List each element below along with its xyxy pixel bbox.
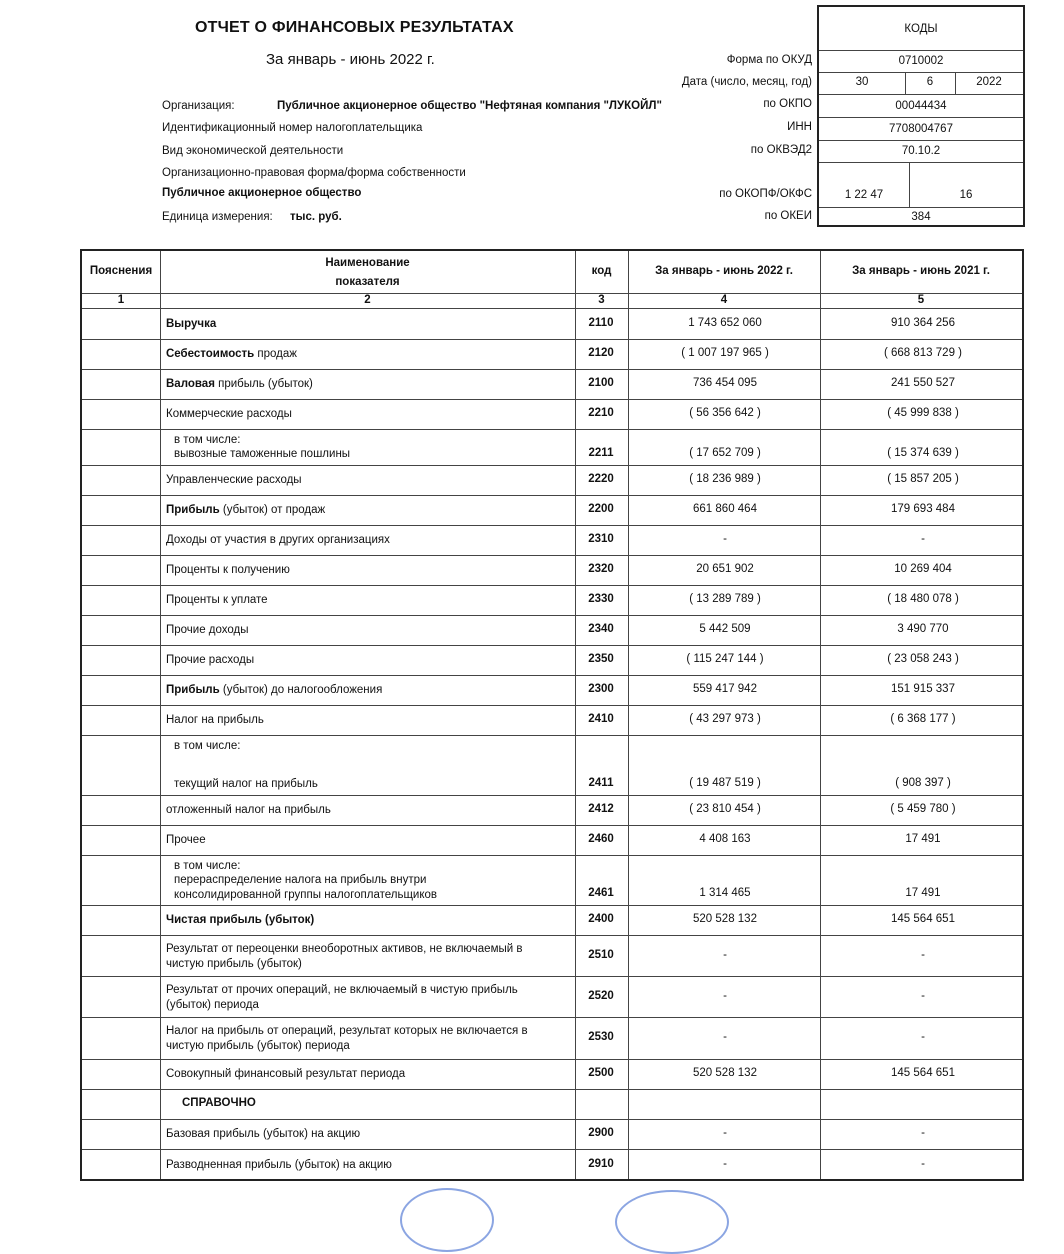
row-name-text: Коммерческие расходы: [166, 408, 292, 420]
org-label: Организация:: [162, 100, 235, 112]
date-day: 30: [855, 76, 869, 88]
row-code: 2410: [588, 713, 614, 725]
report-title: ОТЧЕТ О ФИНАНСОВЫХ РЕЗУЛЬТАТАХ: [195, 19, 514, 36]
row-name: [166, 713, 264, 727]
row-name: [166, 913, 314, 927]
row-subheading: в том числе:: [174, 740, 241, 752]
okpo-value: 00044434: [895, 100, 947, 112]
row-name-text: Налог на прибыль от операций, результат которых не включается в: [166, 1025, 528, 1037]
value-2021: 17 491: [905, 887, 941, 899]
row-code: 2340: [588, 623, 614, 635]
okud-value: 0710002: [898, 55, 944, 67]
activity-label: Вид экономической деятельности: [162, 145, 344, 157]
value-2021: 17 491: [905, 833, 941, 845]
value-2022: ( 115 247 144 ): [686, 653, 764, 665]
value-2021: ( 6 368 177 ): [890, 713, 956, 725]
header-name-line2: показателя: [335, 276, 400, 288]
value-2022: 5 442 509: [699, 623, 751, 635]
inn-cell: [819, 117, 1023, 140]
row-name-text: Прочие расходы: [166, 654, 255, 666]
value-2022: -: [723, 1031, 727, 1043]
okopf-label: по ОКОПФ/ОКФС: [719, 188, 812, 200]
row-code: 2330: [588, 593, 614, 605]
row-name-text: Результат от прочих операций, не включаемый в чистую прибыль: [166, 984, 518, 996]
row-name-bold: Прибыль: [166, 504, 220, 516]
header-2022: За январь - июнь 2022 г.: [655, 265, 793, 277]
row-code: 2300: [588, 683, 614, 695]
row-subheading: в том числе:: [174, 860, 241, 872]
row-code: 2900: [588, 1127, 614, 1139]
row-code: 2310: [588, 533, 614, 545]
row-code: 2411: [588, 777, 614, 789]
row-name: [166, 1127, 360, 1141]
row-code: 2460: [588, 833, 614, 845]
okved-label: по ОКВЭД2: [750, 144, 812, 156]
value-2022: ( 17 652 709 ): [689, 447, 761, 459]
legal-form-label: Организационно-правовая форма/форма собственности: [162, 167, 466, 179]
value-2021: 145 564 651: [891, 913, 955, 925]
value-2022: -: [723, 533, 727, 545]
row-code: 2200: [588, 503, 614, 515]
row-name: [166, 942, 522, 956]
row-name: [174, 873, 426, 887]
row-name: [166, 503, 325, 517]
okei-value: 384: [911, 211, 931, 223]
row-name-text: отложенный налог на прибыль: [166, 804, 331, 816]
okfs-value: 16: [959, 189, 973, 201]
org-value: Публичное акционерное общество "Нефтяная компания "ЛУКОЙЛ": [277, 100, 662, 112]
row-name: [174, 447, 350, 461]
row-name: [166, 407, 292, 421]
value-2021: -: [921, 990, 925, 1002]
value-2022: ( 23 810 454 ): [689, 803, 761, 815]
value-2021: -: [921, 1031, 925, 1043]
value-2021: ( 15 857 205 ): [887, 473, 959, 485]
value-2021: ( 45 999 838 ): [887, 407, 959, 419]
row-code: 2520: [588, 990, 614, 1002]
row-name-bold: Валовая: [166, 378, 215, 390]
value-2022: 1 743 652 060: [688, 317, 762, 329]
value-2022: -: [723, 949, 727, 961]
reference-label: СПРАВОЧНО: [182, 1097, 256, 1109]
value-2021: ( 15 374 639 ): [887, 447, 959, 459]
value-2022: 20 651 902: [696, 563, 754, 575]
row-name: [166, 377, 313, 391]
colnum-4: 4: [720, 294, 728, 306]
row-code: 2220: [588, 473, 614, 485]
row-name: [166, 1067, 405, 1081]
colnum-3: 3: [598, 294, 605, 306]
stamp-mark: [400, 1188, 494, 1252]
value-2021: 3 490 770: [897, 623, 949, 635]
date-year: 2022: [976, 76, 1002, 88]
okpo-label: по ОКПО: [763, 98, 812, 110]
value-2021: -: [921, 533, 925, 545]
value-2022: -: [723, 1158, 727, 1170]
row-name-bold: Выручка: [166, 318, 217, 330]
row-code: 2412: [588, 803, 614, 815]
colnum-5: 5: [917, 294, 925, 306]
value-2021: 241 550 527: [891, 377, 955, 389]
financial-results-table: [80, 249, 1024, 1181]
row-name-text: Проценты к получению: [166, 564, 290, 576]
row-subheading: в том числе:: [174, 434, 241, 446]
row-name-text: (убыток) от продаж: [219, 504, 326, 516]
unit-label: Единица измерения:: [162, 211, 273, 223]
codes-box: [817, 5, 1025, 227]
row-name-text: Совокупный финансовый результат периода: [166, 1068, 406, 1080]
okpo-cell: [819, 94, 1023, 117]
row-code: 2211: [588, 447, 614, 459]
value-2022: ( 1 007 197 965 ): [681, 347, 769, 359]
value-2022: 661 860 464: [693, 503, 757, 515]
row-name: [166, 833, 206, 847]
row-name: [166, 347, 297, 361]
row-code: 2500: [588, 1067, 614, 1079]
row-code: 2110: [588, 317, 614, 329]
row-name-text: вывозные таможенные пошлины: [174, 448, 351, 460]
row-code: 2320: [588, 563, 614, 575]
row-name-text: Управленческие расходы: [166, 474, 302, 486]
value-2022: 520 528 132: [693, 1067, 757, 1079]
row-name-text: продаж: [254, 348, 297, 360]
row-name-line2: чистую прибыль (убыток) периода: [166, 1040, 350, 1052]
row-name: [166, 533, 390, 547]
value-2022: ( 56 356 642 ): [689, 407, 761, 419]
value-2022: ( 18 236 989 ): [689, 473, 761, 485]
value-2022: ( 43 297 973 ): [689, 713, 761, 725]
row-name: [166, 653, 254, 667]
header-notes: Пояснения: [89, 265, 153, 277]
row-name-line2: консолидированной группы налогоплательщиков: [174, 889, 438, 901]
row-name-text: текущий налог на прибыль: [174, 778, 318, 790]
okopf-value: 1 22 47: [844, 189, 884, 201]
row-name-line2: чистую прибыль (убыток): [166, 958, 302, 970]
row-name: [166, 623, 249, 637]
value-2022: 736 454 095: [693, 377, 757, 389]
okei-label: по ОКЕИ: [764, 210, 812, 222]
row-name: [166, 317, 216, 331]
value-2021: ( 668 813 729 ): [883, 347, 962, 359]
value-2022: ( 19 487 519 ): [689, 777, 761, 789]
value-2021: -: [921, 949, 925, 961]
row-name-text: Результат от переоценки внеоборотных активов, не включаемый в: [166, 943, 523, 955]
colnum-1: 1: [117, 294, 125, 306]
row-name: [166, 593, 268, 607]
row-name-text: Прочие доходы: [166, 624, 249, 636]
value-2021: 179 693 484: [891, 503, 955, 515]
header-name-line1: Наименование: [325, 257, 410, 269]
row-name-text: Разводненная прибыль (убыток) на акцию: [166, 1159, 392, 1171]
row-name-text: (убыток) до налогообложения: [219, 684, 383, 696]
okud-label: Форма по ОКУД: [726, 54, 812, 66]
row-name-text: прибыль (убыток): [214, 378, 313, 390]
row-name-text: Доходы от участия в других организациях: [166, 534, 390, 546]
row-name: [166, 473, 302, 487]
row-code: 2350: [588, 653, 614, 665]
value-2021: ( 18 480 078 ): [887, 593, 959, 605]
row-code: 2910: [588, 1158, 614, 1170]
header-code: код: [591, 265, 612, 277]
colnum-2: 2: [364, 294, 371, 306]
okei-cell: [819, 207, 1023, 227]
date-label: Дата (число, месяц, год): [681, 76, 812, 88]
okved-value: 70.10.2: [901, 145, 941, 157]
value-2021: 910 364 256: [891, 317, 955, 329]
legal-form-value: Публичное акционерное общество: [162, 187, 362, 199]
value-2022: 559 417 942: [693, 683, 757, 695]
row-code: 2461: [588, 887, 614, 899]
value-2021: ( 908 397 ): [895, 777, 951, 789]
value-2021: ( 23 058 243 ): [887, 653, 959, 665]
value-2022: 4 408 163: [699, 833, 751, 845]
row-name: [174, 777, 318, 791]
date-month: 6: [926, 76, 934, 88]
row-code: 2100: [588, 377, 614, 389]
row-name: [166, 683, 382, 697]
row-name-line2: (убыток) периода: [166, 999, 259, 1011]
value-2022: 1 314 465: [699, 887, 751, 899]
inn-value: 7708004767: [889, 123, 953, 135]
row-code: 2530: [588, 1031, 614, 1043]
row-name: [166, 1024, 528, 1038]
value-2021: ( 5 459 780 ): [890, 803, 956, 815]
value-2022: ( 13 289 789 ): [689, 593, 761, 605]
value-2022: 520 528 132: [693, 913, 757, 925]
value-2021: 151 915 337: [891, 683, 955, 695]
row-name-bold: Прибыль: [166, 684, 220, 696]
inn-label: Идентификационный номер налогоплательщика: [162, 122, 423, 134]
value-2022: -: [723, 1127, 727, 1139]
row-code: 2210: [588, 407, 614, 419]
row-name-bold: Себестоимость: [166, 348, 255, 360]
value-2021: 145 564 651: [891, 1067, 955, 1079]
row-code: 2400: [588, 913, 614, 925]
row-code: 2120: [588, 347, 614, 359]
codes-header: КОДЫ: [904, 23, 938, 35]
header-2021: За январь - июнь 2021 г.: [852, 265, 990, 277]
value-2022: -: [723, 990, 727, 1002]
row-name-text: перераспределение налога на прибыль внутри: [174, 874, 427, 886]
okud-cell: [819, 50, 1023, 72]
row-name-text: Налог на прибыль: [166, 714, 264, 726]
value-2021: -: [921, 1127, 925, 1139]
row-name: [166, 803, 331, 817]
row-name-text: Базовая прибыль (убыток) на акцию: [166, 1128, 361, 1140]
row-name: [166, 983, 518, 997]
value-2021: 10 269 404: [894, 563, 952, 575]
report-period: За январь - июнь 2022 г.: [266, 51, 435, 68]
row-name-text: Проценты к уплате: [166, 594, 268, 606]
row-name-text: Прочее: [166, 834, 206, 846]
row-name: [166, 1158, 392, 1172]
row-code: 2510: [588, 949, 614, 961]
inn-code-label: ИНН: [787, 121, 812, 133]
row-name-bold: Чистая прибыль (убыток): [166, 914, 315, 926]
value-2021: -: [921, 1158, 925, 1170]
unit-value: тыс. руб.: [290, 211, 342, 223]
row-name: [166, 563, 290, 577]
